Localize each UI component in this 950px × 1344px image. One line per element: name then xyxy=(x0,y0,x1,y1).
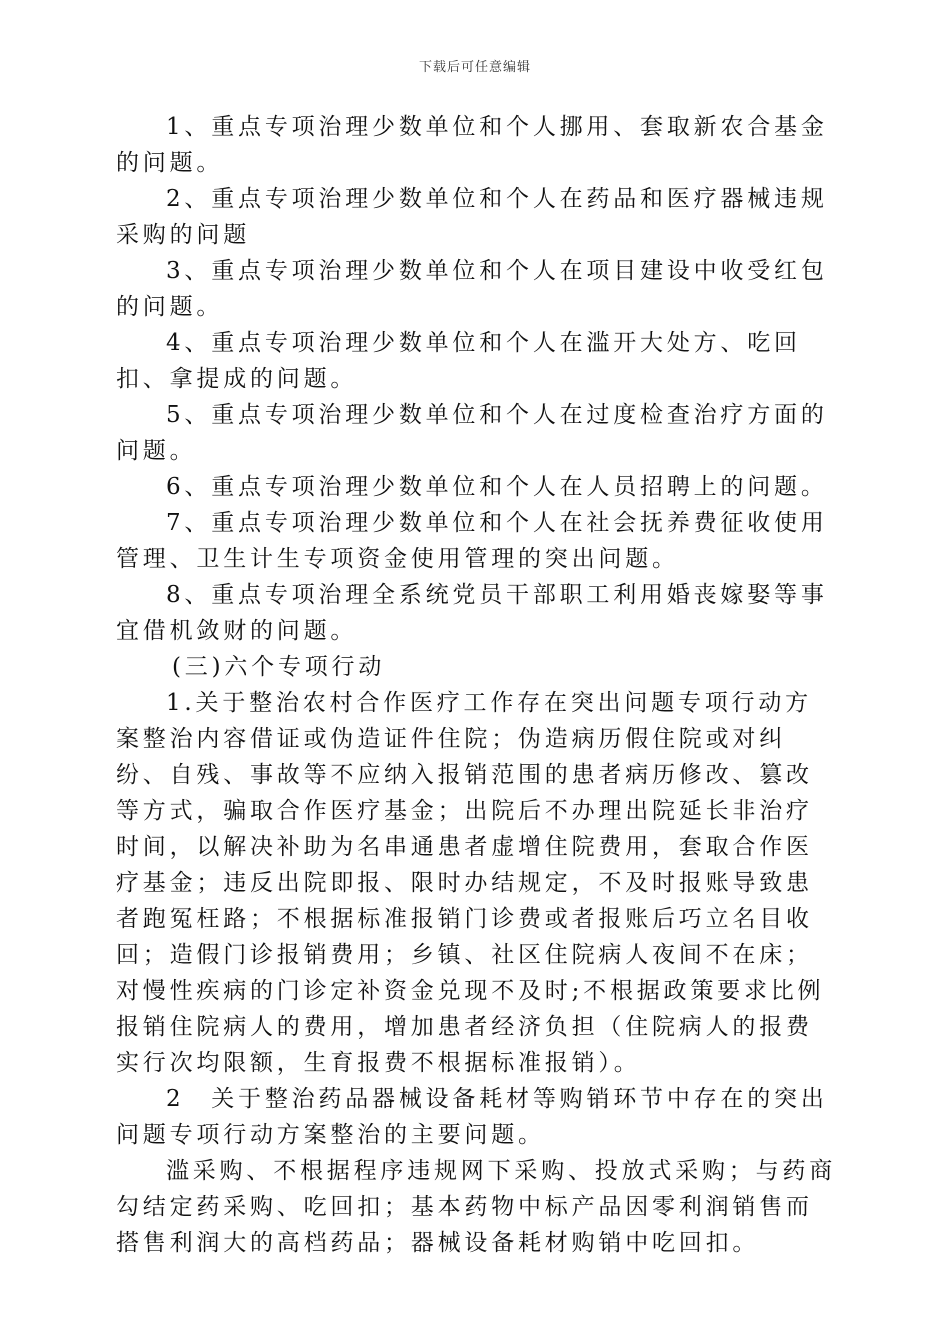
paragraph-item-2: 2、重点专项治理少数单位和个人在药品和医疗器械违规采购的问题 xyxy=(116,186,828,248)
action-paragraph-2: 2 关于整治药品器械设备耗材等购销环节中存在的突出问题专项行动方案整治的主要问题。 xyxy=(116,1086,828,1148)
paragraph-item-6: 6、重点专项治理少数单位和个人在人员招聘上的问题。 xyxy=(166,474,828,500)
paragraph-item-8: 8、重点专项治理全系统党员干部职工利用婚丧嫁娶等事宜借机敛财的问题。 xyxy=(116,582,828,644)
body-text xyxy=(116,109,836,1261)
section-heading: (三)六个专项行动 xyxy=(172,654,386,680)
paragraph-item-4: 4、重点专项治理少数单位和个人在滥开大处方、吃回扣、拿提成的问题。 xyxy=(116,330,801,392)
paragraph-item-3: 3、重点专项治理少数单位和个人在项目建设中收受红包的问题。 xyxy=(116,258,828,320)
header-note: 下载后可任意编辑 xyxy=(418,60,531,75)
paragraph-item-1: 1、重点专项治理少数单位和个人挪用、套取新农合基金的问题。 xyxy=(116,114,828,176)
action-paragraph-2-detail: 滥采购、不根据程序违规网下采购、投放式采购；与药商勾结定药采购、吃回扣；基本药物中标产品因零利润销售而搭售利润大的高档药品；器械设备耗材购销中吃回扣。 xyxy=(116,1158,836,1256)
action-paragraph-1: 1.关于整治农村合作医疗工作存在突出问题专项行动方案整治内容借证或伪造证件住院；伪造病历假住院或对纠纷、自残、事故等不应纳入报销范围的患者病历修改、篡改等方式，骗取合作医疗基金；出院后不办理出院延长非治疗时间，以解决补助为名串通患者虚增住院费用，套取合作医疗基金；违反出院即报、限时办结规定，不及时报账导致患者跑冤枉路；不根据标准报销门诊费或者报账后巧立名目收回；造假门诊报销费用；乡镇、社区住院病人夜间不在床；对慢性疾病的门诊定补资金兑现不及时;不根据政策要求比例报销住院病人的费用，增加患者经济负担（住院病人的报费实行次均限额，生育报费不根据标准报销）。 xyxy=(116,690,825,1076)
paragraph-item-7: 7、重点专项治理少数单位和个人在社会抚养费征收使用管理、卫生计生专项资金使用管理的突出问题。 xyxy=(116,510,828,572)
paragraph-item-5: 5、重点专项治理少数单位和个人在过度检查治疗方面的问题。 xyxy=(116,402,828,464)
